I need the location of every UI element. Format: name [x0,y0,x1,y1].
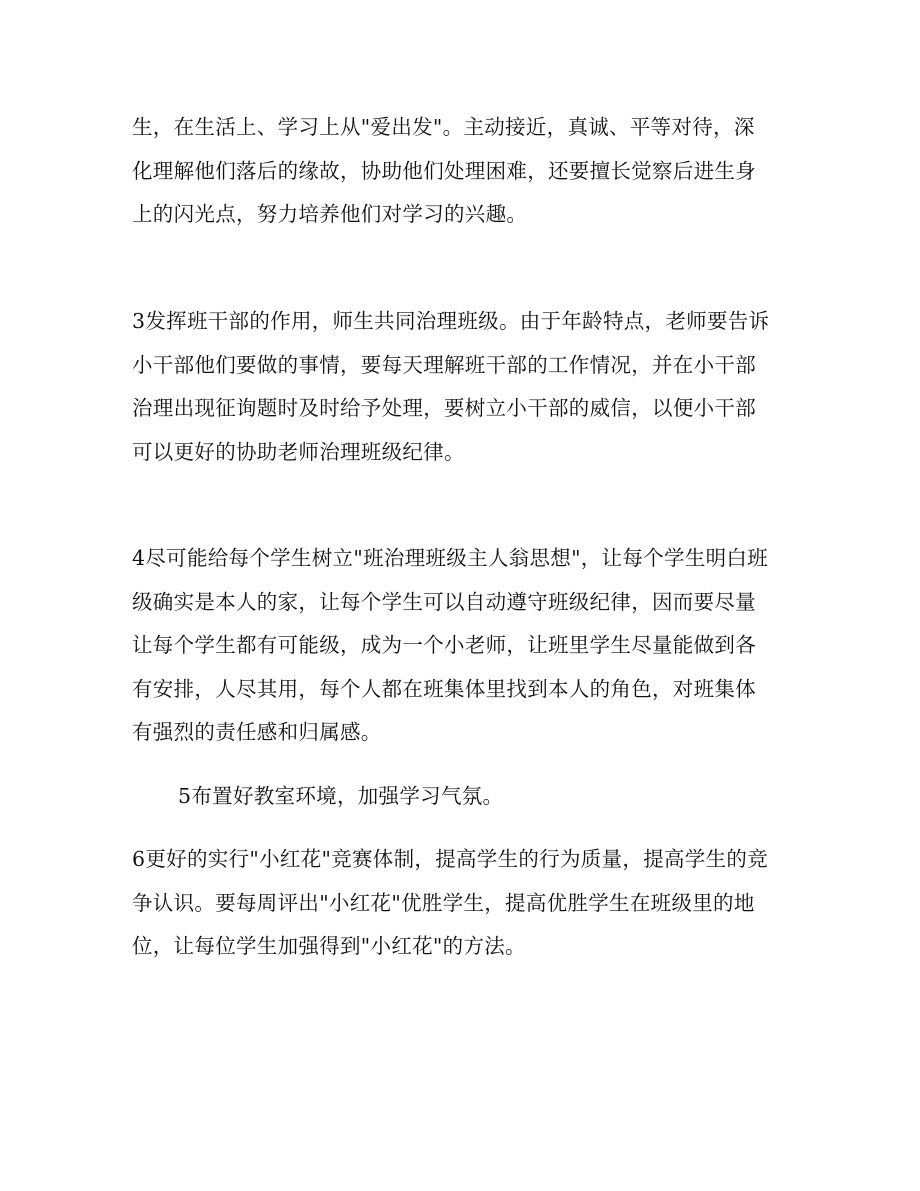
text-line: 4尽可能给每个学生树立"班治理班级主人翁思想"，让每个学生明白班 [132,546,768,570]
text-line: 级确实是本人的家，让每个学生可以自动遵守班级纪律，因而要尽量 [132,589,756,614]
text-line: 化理解他们落后的缘故，协助他们处理困难，还要擅长觉察后进生身 [132,158,756,183]
text-line: 有安排，人尽其用，每个人都在班集体里找到本人的角色，对班集体 [132,676,756,701]
text-line: 上的闪光点，努力培养他们对学习的兴趣。 [132,202,528,226]
text-line: 小干部他们要做的事情，要每天理解班干部的工作情况，并在小干部 [132,352,756,377]
text-line: 生，在生活上、学习上从"爱出发"。主动接近，真诚、平等对待，深 [132,115,755,139]
text-line: 位，让每位学生加强得到"小红花"的方法。 [132,934,526,958]
text-line: 5布置好教室环境，加强学习气氛。 [178,784,504,808]
paragraph-4-ownership [132,537,788,755]
paragraph-1 [132,106,788,237]
text-line: 争认识。要每周评出"小红花"优胜学生，提高优胜学生在班级里的地 [132,890,755,915]
text-line: 6更好的实行"小红花"竞赛体制，提高学生的行为质量，提高学生的竞 [132,847,768,871]
paragraph-3-class-cadres [132,300,788,474]
text-line: 治理出现征询题时及时给予处理，要树立小干部的威信，以便小干部 [132,396,756,420]
text-line: 让每个学生都有可能级，成为一个小老师，让班里学生尽量能做到各 [132,633,756,657]
text-line: 可以更好的协助老师治理班级纪律。 [132,439,465,464]
paragraph-5-classroom [178,775,788,819]
text-line: 3发挥班干部的作用，师生共同治理班级。由于年龄特点，老师要告诉 [132,309,770,333]
paragraph-6-little-red-flower [132,838,788,969]
text-line: 有强烈的责任感和归属感。 [132,720,382,744]
